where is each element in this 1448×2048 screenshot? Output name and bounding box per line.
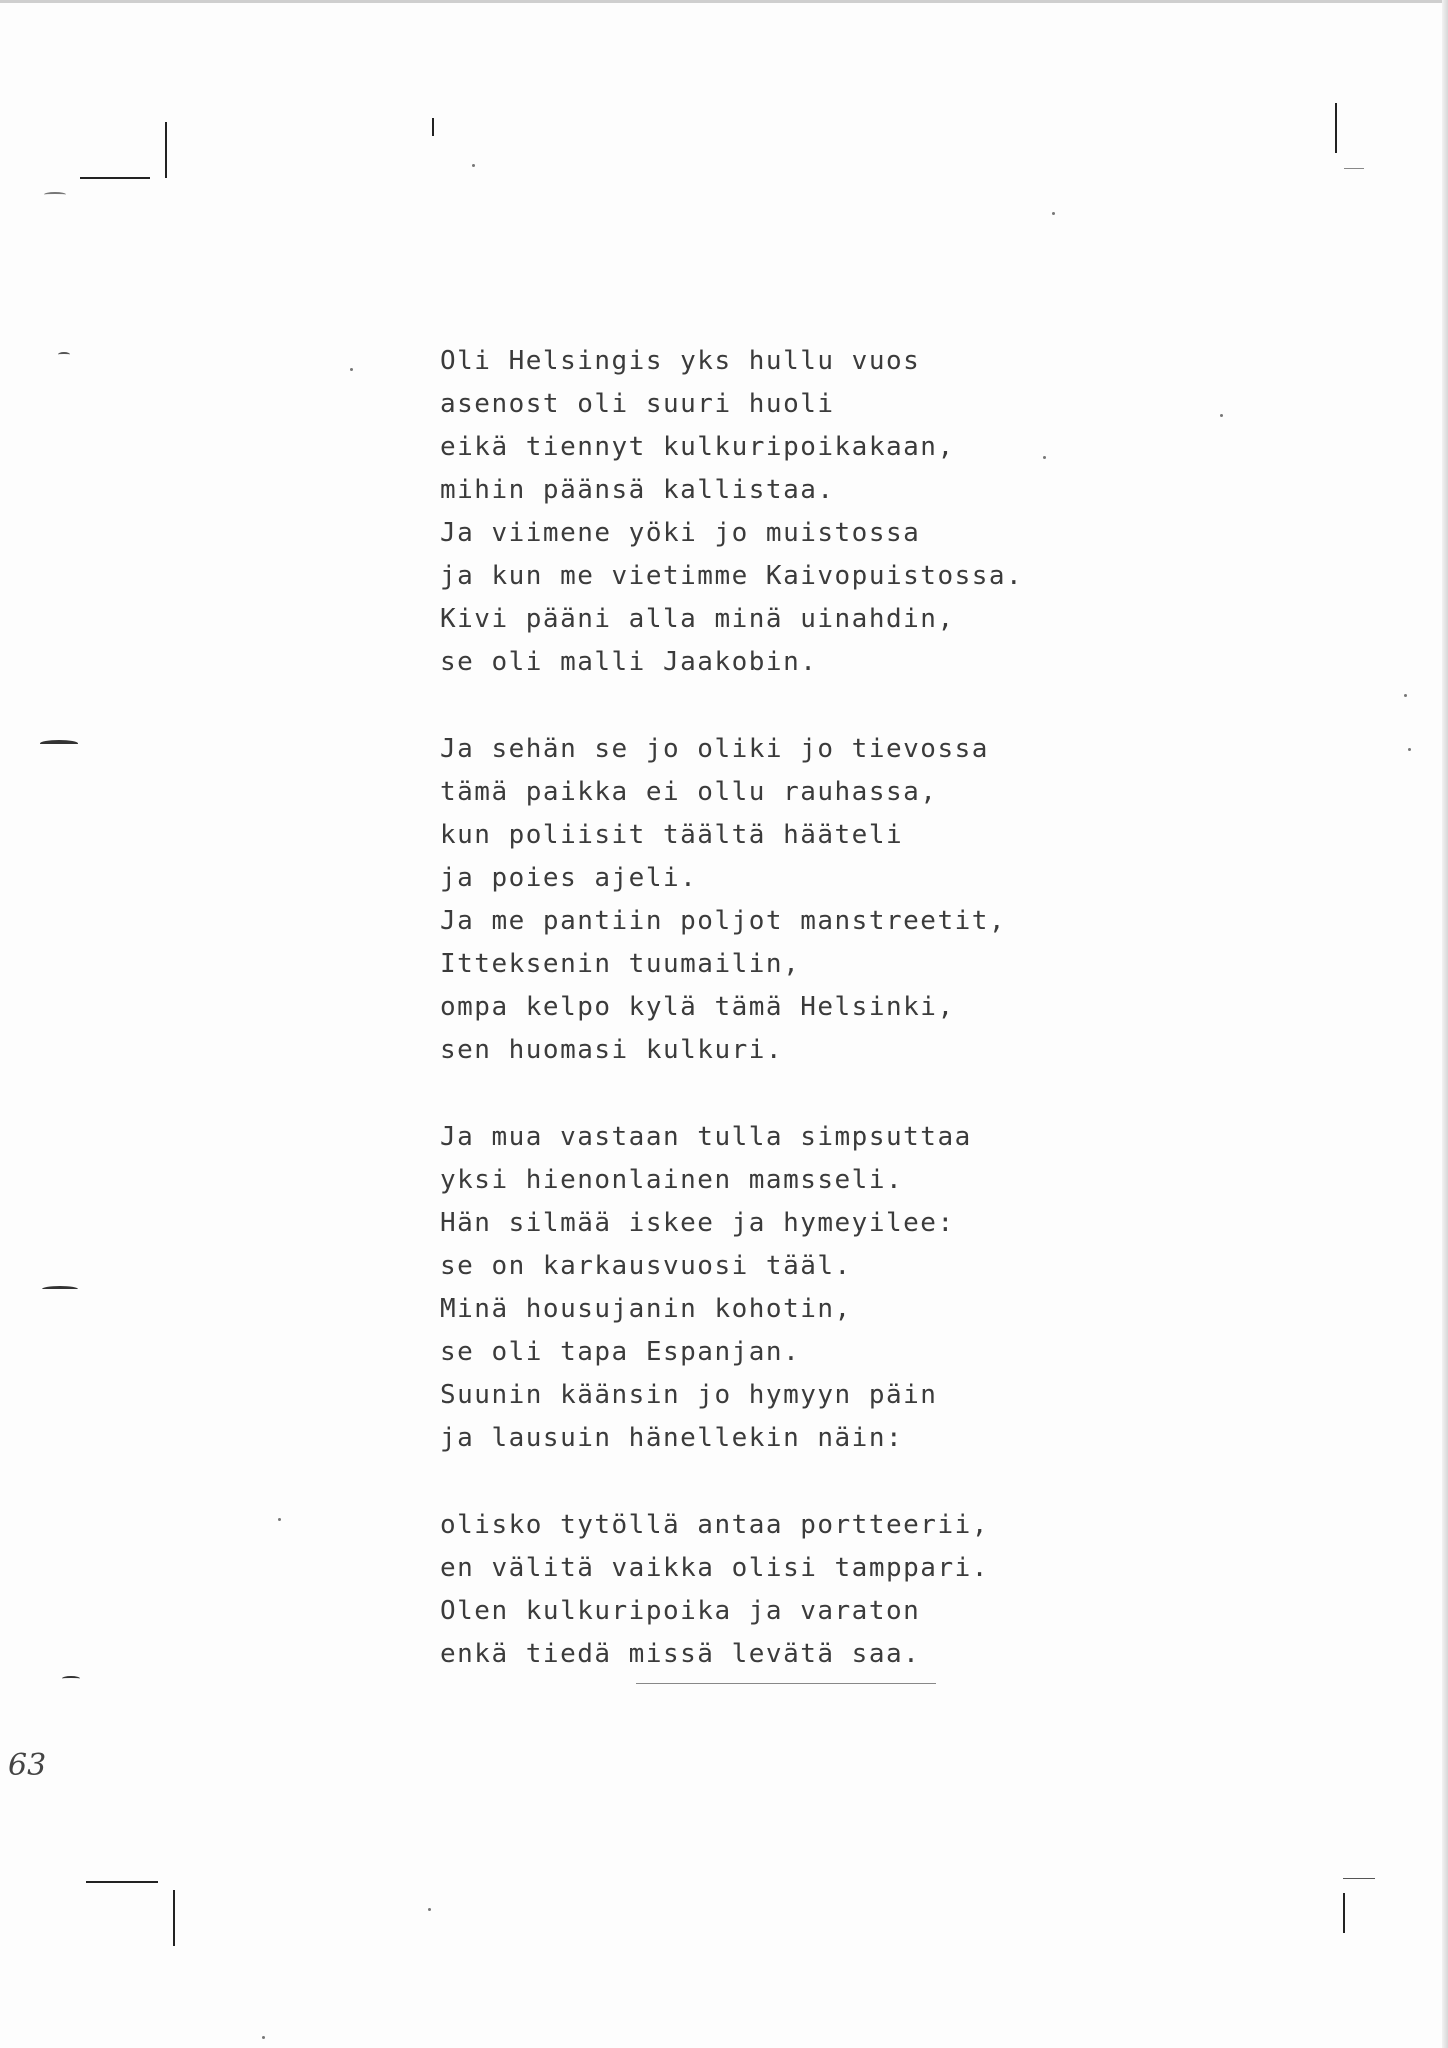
poem-line: Kivi pääni alla minä uinahdin, [440,604,955,634]
poem-line: se on karkausvuosi tääl. [440,1251,852,1281]
margin-smudge [42,1286,78,1292]
scan-edge-top [0,0,1448,3]
stanza-3 [440,1116,1080,1460]
speck [472,164,475,167]
poem-line: mihin päänsä kallistaa. [440,475,835,505]
speck [262,2036,265,2039]
speck [1404,694,1407,697]
poem-line: asenost oli suuri huoli [440,389,835,419]
poem-line: kun poliisit täältä hääteli [440,820,904,850]
crop-mark-top-center-tick [432,118,434,136]
poem-line: Minä housujanin kohotin, [440,1294,852,1324]
speck [1052,212,1055,215]
poem-line: Olen kulkuripoika ja varaton [440,1596,921,1626]
poem-line: Suunin käänsin jo hymyyn päin [440,1380,938,1410]
poem-line: Hän silmää iskee ja hymeyilee: [440,1208,955,1238]
poem-line: ompa kelpo kylä tämä Helsinki, [440,992,955,1022]
speck [428,1908,431,1911]
margin-smudge [58,352,70,357]
stanza-4 [440,1504,1080,1676]
poem-line: ja kun me vietimme Kaivopuistossa. [440,561,1024,591]
margin-smudge [40,740,78,747]
poem-line: Ja mua vastaan tulla simpsuttaa [440,1122,972,1152]
speck [1408,748,1411,751]
crop-mark-bottom-right-vertical [1343,1893,1345,1933]
crop-mark-top-left-horizontal [80,177,150,179]
poem-body [440,340,1080,1720]
poem-line: Ja viimene yöki jo muistossa [440,518,921,548]
poem-line: eikä tiennyt kulkuripoikakaan, [440,432,955,462]
crop-mark-bottom-right-horizontal [1343,1878,1375,1879]
poem-line: yksi hienonlainen mamsseli. [440,1165,904,1195]
handwritten-page-number: 63 [8,1748,47,1783]
poem-line: tämä paikka ei ollu rauhassa, [440,777,938,807]
poem-line: Itteksenin tuumailin, [440,949,801,979]
crop-mark-top-right-vertical [1335,103,1337,153]
margin-smudge [44,192,66,197]
scan-edge-right [1442,0,1448,2048]
speck [350,368,353,371]
poem-line: en välitä vaikka olisi tamppari. [440,1553,989,1583]
poem-line: se oli tapa Espanjan. [440,1337,801,1367]
poem-line: enkä tiedä missä levätä saa. [440,1639,921,1669]
poem-line: ja poies ajeli. [440,863,698,893]
crop-mark-bottom-left-horizontal [86,1881,158,1883]
poem-line: sen huomasi kulkuri. [440,1035,784,1065]
faint-underline [636,1683,936,1684]
crop-mark-top-right-horizontal [1344,168,1364,169]
crop-mark-bottom-left-vertical [173,1890,175,1946]
margin-smudge [62,1676,80,1681]
poem-line: olisko tytöllä antaa portteerii, [440,1510,989,1540]
crop-mark-top-left-vertical [165,122,167,178]
poem-line: ja lausuin hänellekin näin: [440,1423,904,1453]
poem-line: Oli Helsingis yks hullu vuos [440,346,921,376]
poem-line: Ja me pantiin poljot manstreetit, [440,906,1007,936]
speck [278,1518,281,1521]
stanza-1 [440,340,1080,684]
poem-line: Ja sehän se jo oliki jo tievossa [440,734,989,764]
stanza-2 [440,728,1080,1072]
poem-line: se oli malli Jaakobin. [440,647,818,677]
speck [1220,414,1223,417]
